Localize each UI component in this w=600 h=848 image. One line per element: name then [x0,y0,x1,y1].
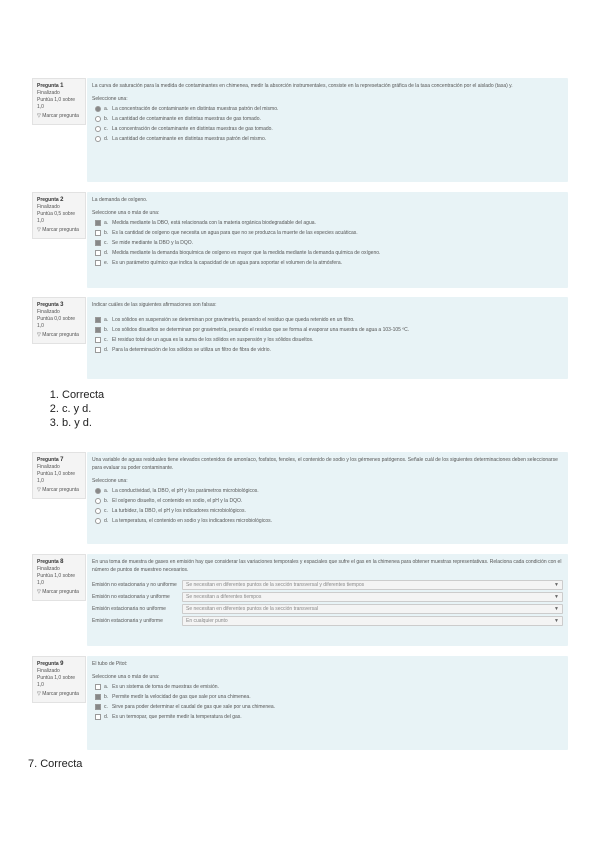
option-b[interactable]: b. Los sólidos disueltos se determinan por gravimetría, pesando el residuo que se forma al evaporar una muestra de agua a 103-105 ºC. [95,326,563,334]
option-d[interactable]: d. Medida mediante la demanda bioquímica de oxígeno es mayor que la medida mediante la demanda química de oxígeno. [95,249,563,257]
question-2 [32,192,568,288]
radio-button[interactable] [95,518,101,524]
checkbox[interactable] [95,240,101,246]
question-status: Finalizado [37,464,60,470]
flag-icon: ▽ [37,487,41,493]
radio-button[interactable] [95,498,101,504]
match-label: Emisión no estacionaria y no uniforme [92,582,177,588]
question-content [87,297,568,379]
option-d[interactable]: d. Para la determinación de los sólidos se utiliza un filtro de fibra de vidrio. [95,346,563,354]
flag-question-link[interactable]: ▽ Marcar pregunta [37,227,79,233]
question-score: Puntúa 1,0 sobre 1,0 [37,675,76,688]
checkbox[interactable] [95,694,101,700]
answer-item: 1. Correcta [62,388,104,402]
option-a[interactable]: a. Medida mediante la DBO, está relacionada con la materia orgánica biodegradable del agua. [95,219,563,227]
option-c[interactable]: c. Se mide mediante la DBO y la DQO. [95,239,563,247]
checkbox[interactable] [95,684,101,690]
question-content [87,452,568,544]
option-c[interactable]: c. La concentración de contaminante en distintas muestras de gas tomado. [95,125,563,133]
radio-button[interactable] [95,488,101,494]
option-d[interactable]: d. La cantidad de contaminante en distintas muestras patrón del mismo. [95,135,563,143]
flag-question-link[interactable]: ▽ Marcar pregunta [37,589,79,595]
question-content [87,78,568,182]
radio-button[interactable] [95,126,101,132]
checkbox[interactable] [95,260,101,266]
checkbox[interactable] [95,250,101,256]
option-c[interactable]: c. La turbidez, la DBO, el pH y los indicadores microbiológicos. [95,507,563,515]
question-status: Finalizado [37,204,60,210]
flag-icon: ▽ [37,227,41,233]
question-text: Indicar cuáles de las siguientes afirmaciones son falsas: [92,302,217,308]
question-score: Puntúa 0,0 sobre 1,0 [37,316,76,329]
option-c[interactable]: c. El residuo total de un agua es la suma de los sólidos en suspensión y los sólidos disueltos. [95,336,563,344]
question-text: El tubo de Pitot: [92,661,128,667]
flag-icon: ▽ [37,589,41,595]
match-row [92,616,563,626]
question-score: Puntúa 0,5 sobre 1,0 [37,211,76,224]
option-d[interactable]: d. La temperatura, el contenido en sodio y los indicadores microbiológicos. [95,517,563,525]
match-select[interactable]: En cualquier punto ▼ [182,616,563,626]
answer-prompt: Seleccione una: [92,478,128,484]
radio-button[interactable] [95,116,101,122]
flag-question-link[interactable]: ▽ Marcar pregunta [37,487,79,493]
checkbox[interactable] [95,347,101,353]
flag-question-link[interactable]: ▽ Marcar pregunta [37,332,79,338]
checkbox[interactable] [95,714,101,720]
question-info [32,192,86,239]
option-c[interactable]: c. Sirve para poder determinar el caudal de gas que sale por una chimenea. [95,703,563,711]
option-a[interactable]: a. Es un sistema de toma de muestras de emisión. [95,683,563,691]
chevron-down-icon: ▼ [554,618,559,624]
option-b[interactable]: b. El oxígeno disuelto, el contenido en sodio, el pH y la DQO. [95,497,563,505]
question-info [32,554,86,601]
chevron-down-icon: ▼ [554,606,559,612]
flag-question-link[interactable]: ▽ Marcar pregunta [37,691,79,697]
chevron-down-icon: ▼ [554,582,559,588]
question-status: Finalizado [37,90,60,96]
checkbox[interactable] [95,704,101,710]
question-text: La curva de saturación para la medida de contaminantes en chimenea, medir la absorción instrumentales, consiste en la represetación gráfica de la tasa concentración por el aislado (tasa) y. [92,83,513,89]
question-content [87,656,568,750]
question-text: En una toma de muestra de gases en emisión hay que considerar las variaciones temporales y espaciales que sufre el gas en la chimenea para obtener muestras representativas. Relaciona cada condición con el número de puntos de muestreo necesarios. [92,559,562,573]
question-3 [32,297,568,379]
flag-icon: ▽ [37,113,41,119]
question-score: Puntúa 1,0 sobre 1,0 [37,97,76,110]
match-label: Emisión estacionaria y uniforme [92,618,163,624]
answer-item: 2. c. y d. [62,402,104,416]
checkbox[interactable] [95,317,101,323]
answer-prompt: Seleccione una o más de una: [92,674,160,680]
match-row [92,592,563,602]
question-number: Pregunta 9 [37,661,64,667]
flag-icon: ▽ [37,332,41,338]
option-a[interactable]: a. Los sólidos en suspensión se determinan por gravimetría, pesando el residuo que queda retenido en un filtro. [95,316,563,324]
question-score: Puntúa 1,0 sobre 1,0 [37,573,76,586]
question-content [87,192,568,288]
match-select[interactable]: Se necesitan en diferentes puntos de la sección transversal y diferentes tiempos ▼ [182,580,563,590]
checkbox[interactable] [95,220,101,226]
answer-item: 3. b. y d. [62,416,104,430]
checkbox[interactable] [95,230,101,236]
question-status: Finalizado [37,309,60,315]
chevron-down-icon: ▼ [554,594,559,600]
option-a[interactable]: a. La concentración de contaminante en distintas muestras patrón del mismo. [95,105,563,113]
question-9 [32,656,568,752]
match-row [92,604,563,614]
answer-7: 7. Correcta [28,758,83,770]
question-text: Una variable de aguas residuales tiene elevados contenidos de amoníaco, fosfatos, fenoles, el contenido de sodio y los gérmenes patógenos. Señale cuál de los siguientes determinaciones deben seleccionarse para evaluar su poder contaminante. [92,457,558,471]
match-select[interactable]: Se necesitan a diferentes tiempos ▼ [182,592,563,602]
radio-button[interactable] [95,136,101,142]
question-text: La demanda de oxígeno. [92,197,148,203]
question-1 [32,78,568,184]
option-a[interactable]: a. La conductividad, la DBO, el pH y los parámetros microbiológicos. [95,487,563,495]
question-info [32,78,86,125]
question-info [32,297,86,344]
question-content [87,554,568,646]
option-d[interactable]: d. Es un termopar, que permite medir la temperatura del gas. [95,713,563,721]
question-number: Pregunta 3 [37,302,64,308]
radio-button[interactable] [95,106,101,112]
question-number: Pregunta 8 [37,559,64,565]
option-e[interactable]: e. Es un parámetro químico que indica la capacidad de un agua para soportar el volumen de la atmósfera. [95,259,563,267]
match-row [92,580,563,590]
checkbox[interactable] [95,327,101,333]
question-8 [32,554,568,646]
option-b[interactable]: b. Permite medir la velocidad de gas que sale por una chimenea. [95,693,563,701]
question-number: Pregunta 2 [37,197,64,203]
checkbox[interactable] [95,337,101,343]
match-label: Emisión estacionaria no uniforme [92,606,166,612]
question-number: Pregunta 1 [37,83,64,89]
answers-list [44,388,104,430]
question-score: Puntúa 1,0 sobre 1,0 [37,471,76,484]
flag-icon: ▽ [37,691,41,697]
answer-prompt: Seleccione una: [92,96,128,102]
answer-prompt: Seleccione una o más de una: [92,210,160,216]
question-status: Finalizado [37,566,60,572]
question-info [32,452,86,499]
option-b[interactable]: b. La cantidad de contaminante en distintas muestras de gas tomado. [95,115,563,123]
question-info [32,656,86,703]
flag-question-link[interactable]: ▽ Marcar pregunta [37,113,79,119]
option-b[interactable]: b. Es la cantidad de oxígeno que necesita un agua para que no se produzca la muerte de las especies acuáticas. [95,229,563,237]
radio-button[interactable] [95,508,101,514]
question-status: Finalizado [37,668,60,674]
question-7 [32,452,568,544]
question-number: Pregunta 7 [37,457,64,463]
match-select[interactable]: Se necesitan en diferentes puntos de la sección transversal ▼ [182,604,563,614]
match-label: Emisión no estacionaria y uniforme [92,594,170,600]
